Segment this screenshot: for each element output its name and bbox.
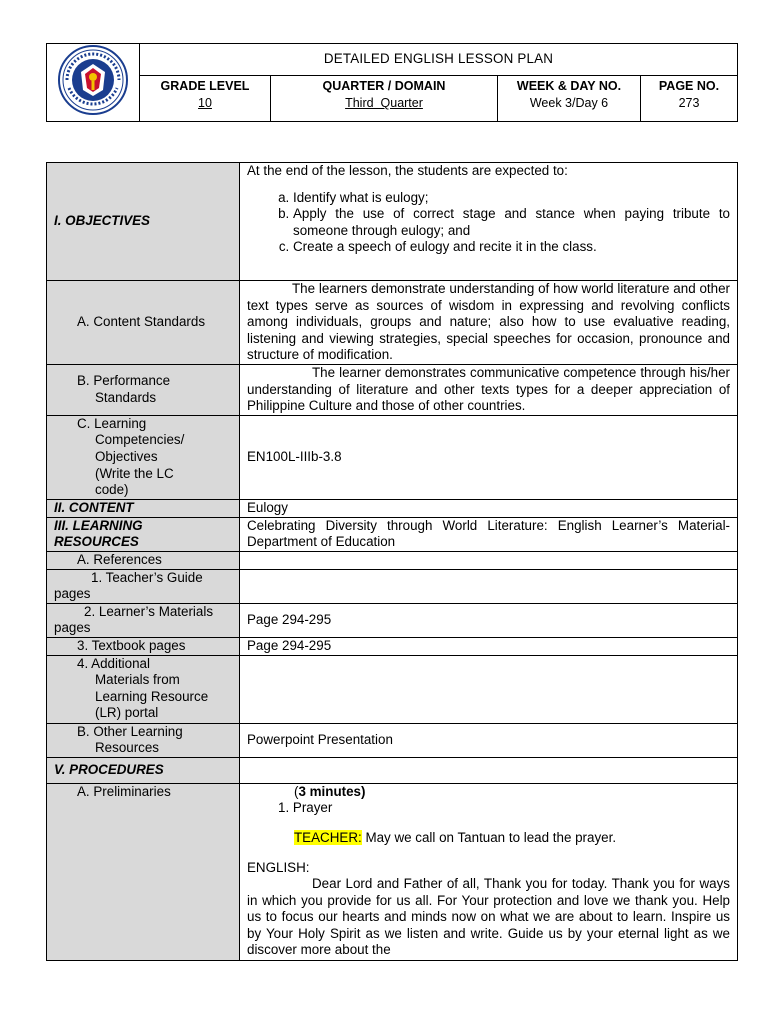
prayer-text: Dear Lord and Father of all, Thank you for today. Thank you for ways in which you provide for us all. For Your protection and love we thank you. Help us to focus our hearts and minds now on what we are about to learn. Inspire us by Your Holy Spirit as we listen and write. Guide us by your eternal light as we discover more about the	[247, 876, 730, 958]
references-row	[47, 551, 738, 569]
objectives-intro: At the end of the lesson, the students are expected to:	[247, 163, 568, 178]
label-line: Materials from	[95, 672, 180, 688]
label-line: B. Other Learning	[77, 723, 183, 739]
procedures-value	[240, 757, 738, 783]
learners-materials-label: 2. Learner’s Materials pages	[47, 603, 240, 637]
performance-standards-text: The learner demonstrates communicative competence through his/her understanding of literature and other texts types for a deeper appreciation of Philippine Culture and those of other countries.	[247, 365, 730, 414]
teacher-line	[247, 830, 730, 847]
textbook-value: Page 294-295	[240, 637, 738, 655]
performance-standards-text-cell	[240, 365, 738, 416]
label-line: RESOURCES	[54, 534, 139, 550]
other-resources-row	[47, 723, 738, 757]
objective-item: c. Create a speech of eulogy and recite it in the class.	[293, 239, 730, 256]
performance-standards-row	[47, 365, 738, 416]
english-label: ENGLISH:	[247, 859, 310, 875]
label-line: (LR) portal	[95, 705, 159, 721]
preliminaries-row	[47, 783, 738, 960]
step-prayer: 1. Prayer	[278, 800, 333, 816]
label-line: C. Learning	[77, 415, 147, 431]
label-line: (Write the LC	[95, 465, 174, 481]
content-value: Eulogy	[240, 499, 738, 517]
time-open: (	[294, 783, 299, 799]
teacher-text: May we call on Tantuan to lead the prayer.	[361, 829, 617, 845]
label-line: Resources	[95, 740, 160, 756]
grade-level-cell	[140, 76, 271, 121]
week-day-value: Week 3/Day 6	[529, 95, 609, 110]
procedures-row	[47, 757, 738, 783]
references-label: A. References	[47, 551, 240, 569]
learners-materials-value: Page 294-295	[240, 603, 738, 637]
content-label: II. CONTENT	[47, 499, 240, 517]
label-line: code)	[95, 482, 129, 498]
preliminaries-label: A. Preliminaries	[47, 783, 240, 960]
content-standards-label: A. Content Standards	[47, 281, 240, 365]
competencies-label	[47, 415, 240, 499]
time-allotment	[247, 784, 730, 801]
objective-item: a. Identify what is eulogy;	[293, 190, 730, 207]
content-standards-row	[47, 281, 738, 365]
objectives-list	[247, 190, 730, 256]
lesson-plan-table	[46, 162, 738, 961]
page-no-value: 273	[678, 95, 700, 110]
procedures-label: V. PROCEDURES	[47, 757, 240, 783]
content-standards-text: The learners demonstrate understanding of how world literature and other text types serve as sources of wisdom in expressing and revolving conflicts among individuals, groups and nature; also how to use evaluative reading, listening and viewing strategies, special speeches for occasion, pronounce and structure of modification.	[247, 281, 730, 363]
deped-seal-icon	[55, 44, 131, 116]
other-resources-value: Powerpoint Presentation	[240, 723, 738, 757]
header-table	[46, 43, 738, 122]
preliminaries-content	[240, 783, 738, 960]
content-row	[47, 499, 738, 517]
competency-code: EN100L-IIIb-3.8	[240, 415, 738, 499]
teacher-tag: TEACHER:	[294, 829, 362, 845]
other-resources-label	[47, 723, 240, 757]
quarter-cell	[271, 76, 498, 121]
page-no-cell	[641, 76, 738, 121]
content-standards-text-cell	[240, 281, 738, 365]
label-line: Learning Resource	[95, 688, 209, 704]
label-line: Competencies/	[95, 432, 185, 448]
additional-materials-row	[47, 655, 738, 723]
time-bold: 3 minutes)	[298, 783, 366, 799]
competencies-row	[47, 415, 738, 499]
teachers-guide-label: 1. Teacher’s Guide pages	[47, 569, 240, 603]
week-day-cell	[498, 76, 641, 121]
teachers-guide-value	[240, 569, 738, 603]
objectives-label: I. OBJECTIVES	[47, 163, 240, 281]
additional-materials-label	[47, 655, 240, 723]
label-line: Objectives	[95, 448, 158, 464]
document-title: DETAILED ENGLISH LESSON PLAN	[140, 44, 738, 76]
objective-item: b. Apply the use of correct stage and stance when paying tribute to someone through eulogy; and	[293, 206, 730, 239]
textbook-row	[47, 637, 738, 655]
week-day-label: WEEK & DAY NO.	[516, 79, 622, 94]
learning-resources-row	[47, 517, 738, 551]
label-line: B. Performance	[77, 373, 171, 389]
textbook-label: 3. Textbook pages	[47, 637, 240, 655]
label-line: 4. Additional	[77, 655, 150, 671]
additional-materials-value	[240, 655, 738, 723]
quarter-value: Third Quarter	[345, 95, 423, 110]
learners-materials-row	[47, 603, 738, 637]
learning-resources-value: Celebrating Diversity through World Literature: English Learner’s Material-Department of Education	[240, 517, 738, 551]
grade-level-value: 10	[198, 95, 212, 110]
performance-standards-label	[47, 365, 240, 416]
label-line: III. LEARNING	[54, 517, 143, 533]
references-value	[240, 551, 738, 569]
objectives-row	[47, 163, 738, 281]
objectives-content	[240, 163, 738, 281]
learning-resources-label	[47, 517, 240, 551]
grade-level-label: GRADE LEVEL	[160, 79, 250, 94]
quarter-label: QUARTER / DOMAIN	[322, 79, 446, 94]
label-line: Standards	[95, 389, 157, 405]
teachers-guide-row	[47, 569, 738, 603]
page-no-label: PAGE NO.	[658, 79, 720, 94]
deped-seal	[47, 44, 140, 122]
